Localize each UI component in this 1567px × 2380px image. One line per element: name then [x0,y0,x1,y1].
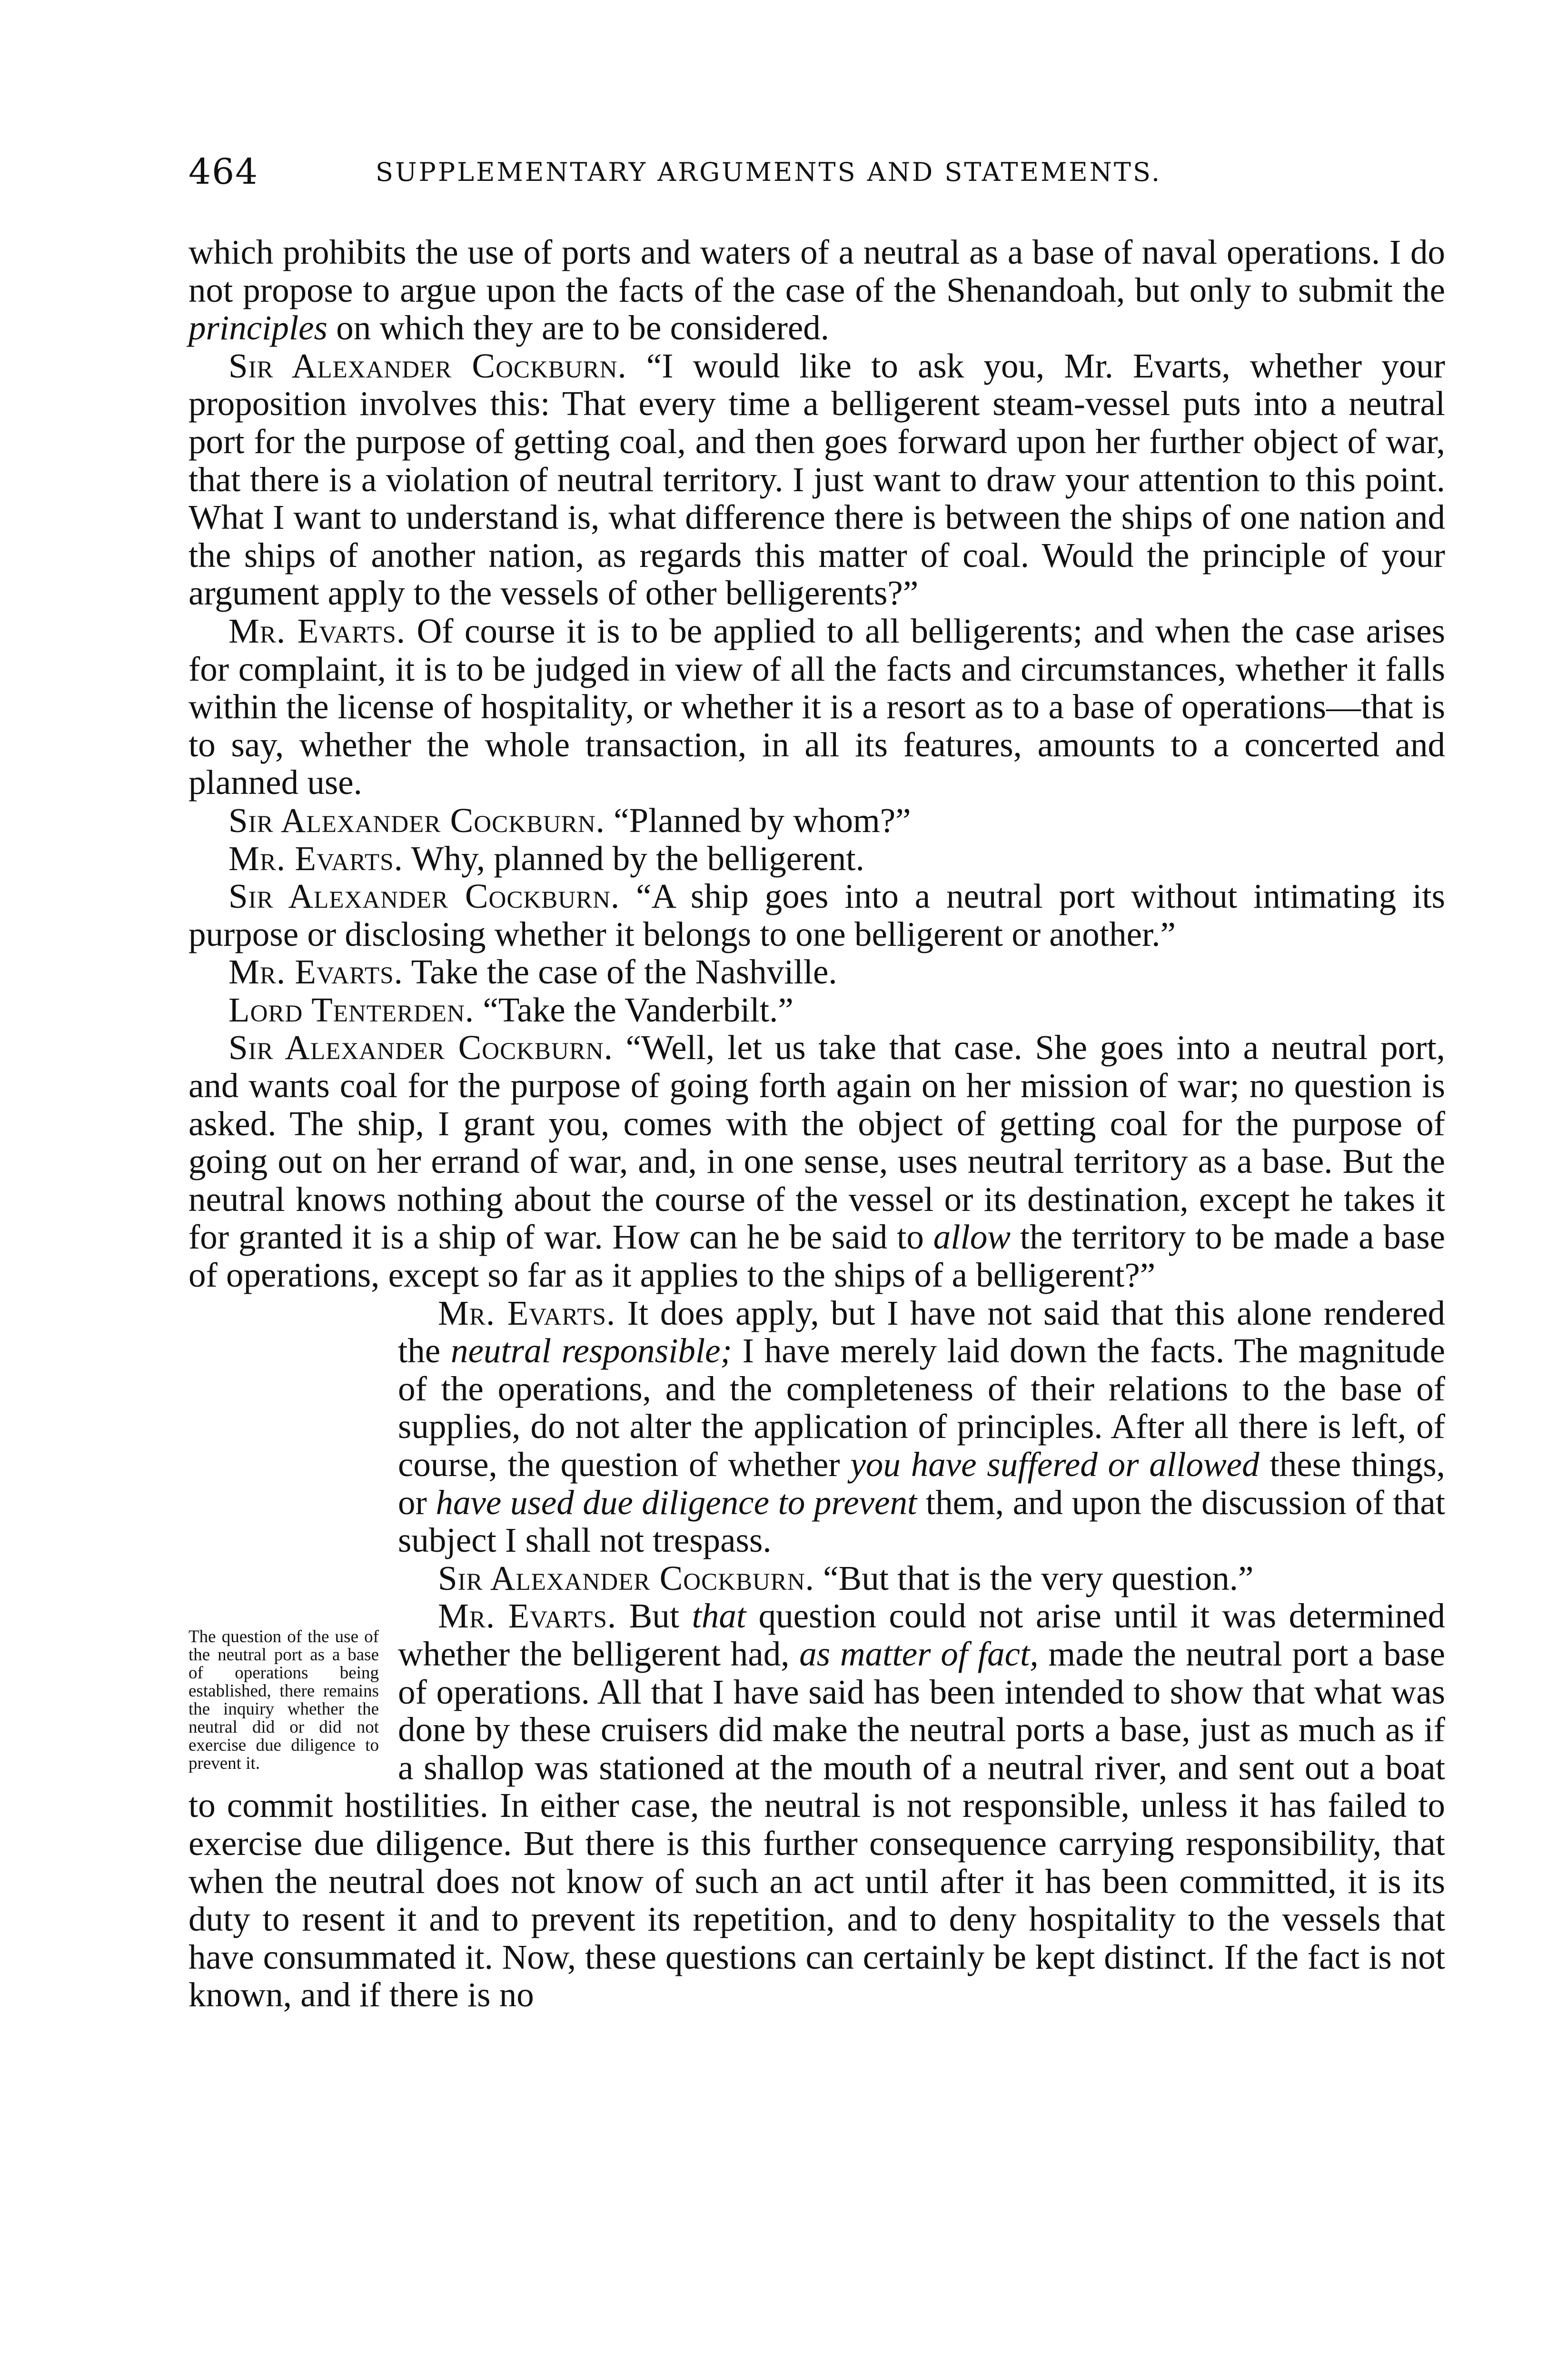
margin-note: The question of the use of the neutral port as a base of operations being established, there remains the inquiry whether the neutral did or did not exercise due diligence to prevent it. [188,1627,379,1773]
paragraph: Lord Tenterden. “Take the Vanderbilt.” [228,990,793,1029]
running-head: SUPPLEMENTARY ARGUMENTS AND STATEMENTS. [376,157,1162,187]
paragraph: Mr. Evarts. It does apply, but I have not said that this alone rendered the neutral responsible; I have merely laid down the facts. The magnitude of the operations, and the completeness of their relations to the base of supplies, do not alter the application of principles. After all there is left, of course, the question of whether you have suffered or allowed these things, or have used due diligence to prevent them, and upon the discussion of that subject I shall not trespass. [188,1294,1445,1559]
paragraph: Sir Alexander Cockburn. “Well, let us take that case. She goes into a neutral port, and wants coal for the purpose of going forth again on her mission of war; no question is asked. The ship, I grant you, comes with the object of getting coal for the purpose of going out on her errand of war, and, in one sense, uses neutral territory as a base. But the neutral knows nothing about the course of the vessel or its destination, except he takes it for granted it is a ship of war. How can he be said to allow the territory to be made a base of operations, except so far as it applies to the ships of a belligerent?” [188,1028,1446,1295]
speaker: Sir Alexander Cockburn. [228,877,620,916]
paragraph: Sir Alexander Cockburn. “A ship goes into a neutral port without intimating its purpose or disclosing whether it belongs to one belligerent or another.” [188,877,1446,953]
speaker: Sir Alexander Cockburn. [228,1028,613,1067]
speaker: Mr. Evarts. [228,611,406,650]
paragraph: Sir Alexander Cockburn. “Planned by whom?” [228,801,911,840]
page-number: 464 [188,151,259,192]
speaker: Mr. Evarts. [438,1293,616,1332]
paragraph: which prohibits the use of ports and waters of a neutral as a base of naval operations. I do not propose to argue upon the facts of the case of the Shenandoah, but only to submit the principles on which they are to be considered. [188,233,1445,347]
speaker: Sir Alexander Cockburn. [228,801,605,840]
paragraph-with-sidenote [188,1294,1445,1559]
paragraph: Mr. Evarts. Of course it is to be applied to all belligerents; and when the case arises for complaint, it is to be judged in view of all the facts and circumstances, whether it falls within the license of hospitality, or whether it is a resort as to a base of operations—that is to say, whether the whole transaction, in all its features, amounts to a concerted and planned use. [188,611,1446,802]
paragraph: Mr. Evarts. Take the case of the Nashville. [228,952,837,992]
paragraph: Sir Alexander Cockburn. “I would like to ask you, Mr. Evarts, whether your proposition involves this: That every time a belligerent steam-vessel puts into a neutral port for the purpose of getting coal, and then goes forward upon her further object of war, that there is a violation of neutral territory. I just want to draw your attention to this point. What I want to understand is, what difference there is between the ships of one nation and the ships of another nation, as regards this matter of coal. Would the principle of your argument apply to the vessels of other belligerents?” [188,346,1446,613]
paragraph: Mr. Evarts. But that question could not arise until it was determined whether the belligerent had, as matter of fact, made the neutral port a base of operations. All that I have said has been intended to show that what was done by these cruisers did make the neutral ports a base, just as much as if a shallop was stationed at the mouth of a neutral river, and sent out a boat to commit hostilities. In either case, the neutral is not responsible, unless it has failed to exercise due diligence. But there is this further consequence carrying responsibility, that when the neutral does not know of such an act until after it has been committed, it is its duty to resent it and to prevent its repetition, and to deny hospitality to the vessels that have consummated it. Now, these questions can certainly be kept distinct. If the fact is not known, and if there is no [188,1597,1446,2014]
speaker: Sir Alexander Cockburn. [228,346,627,385]
speaker: Sir Alexander Cockburn. [438,1558,814,1597]
speaker: Mr. Evarts. [438,1597,617,1636]
paragraph: Mr. Evarts. Why, planned by the belligerent. [228,839,864,878]
speaker: Lord Tenterden. [228,990,475,1029]
page-header [188,151,1445,199]
speaker: Mr. Evarts. [228,839,403,878]
paragraph: Sir Alexander Cockburn. “But that is the very question.” [438,1558,1254,1597]
speaker: Mr. Evarts. [228,952,403,992]
